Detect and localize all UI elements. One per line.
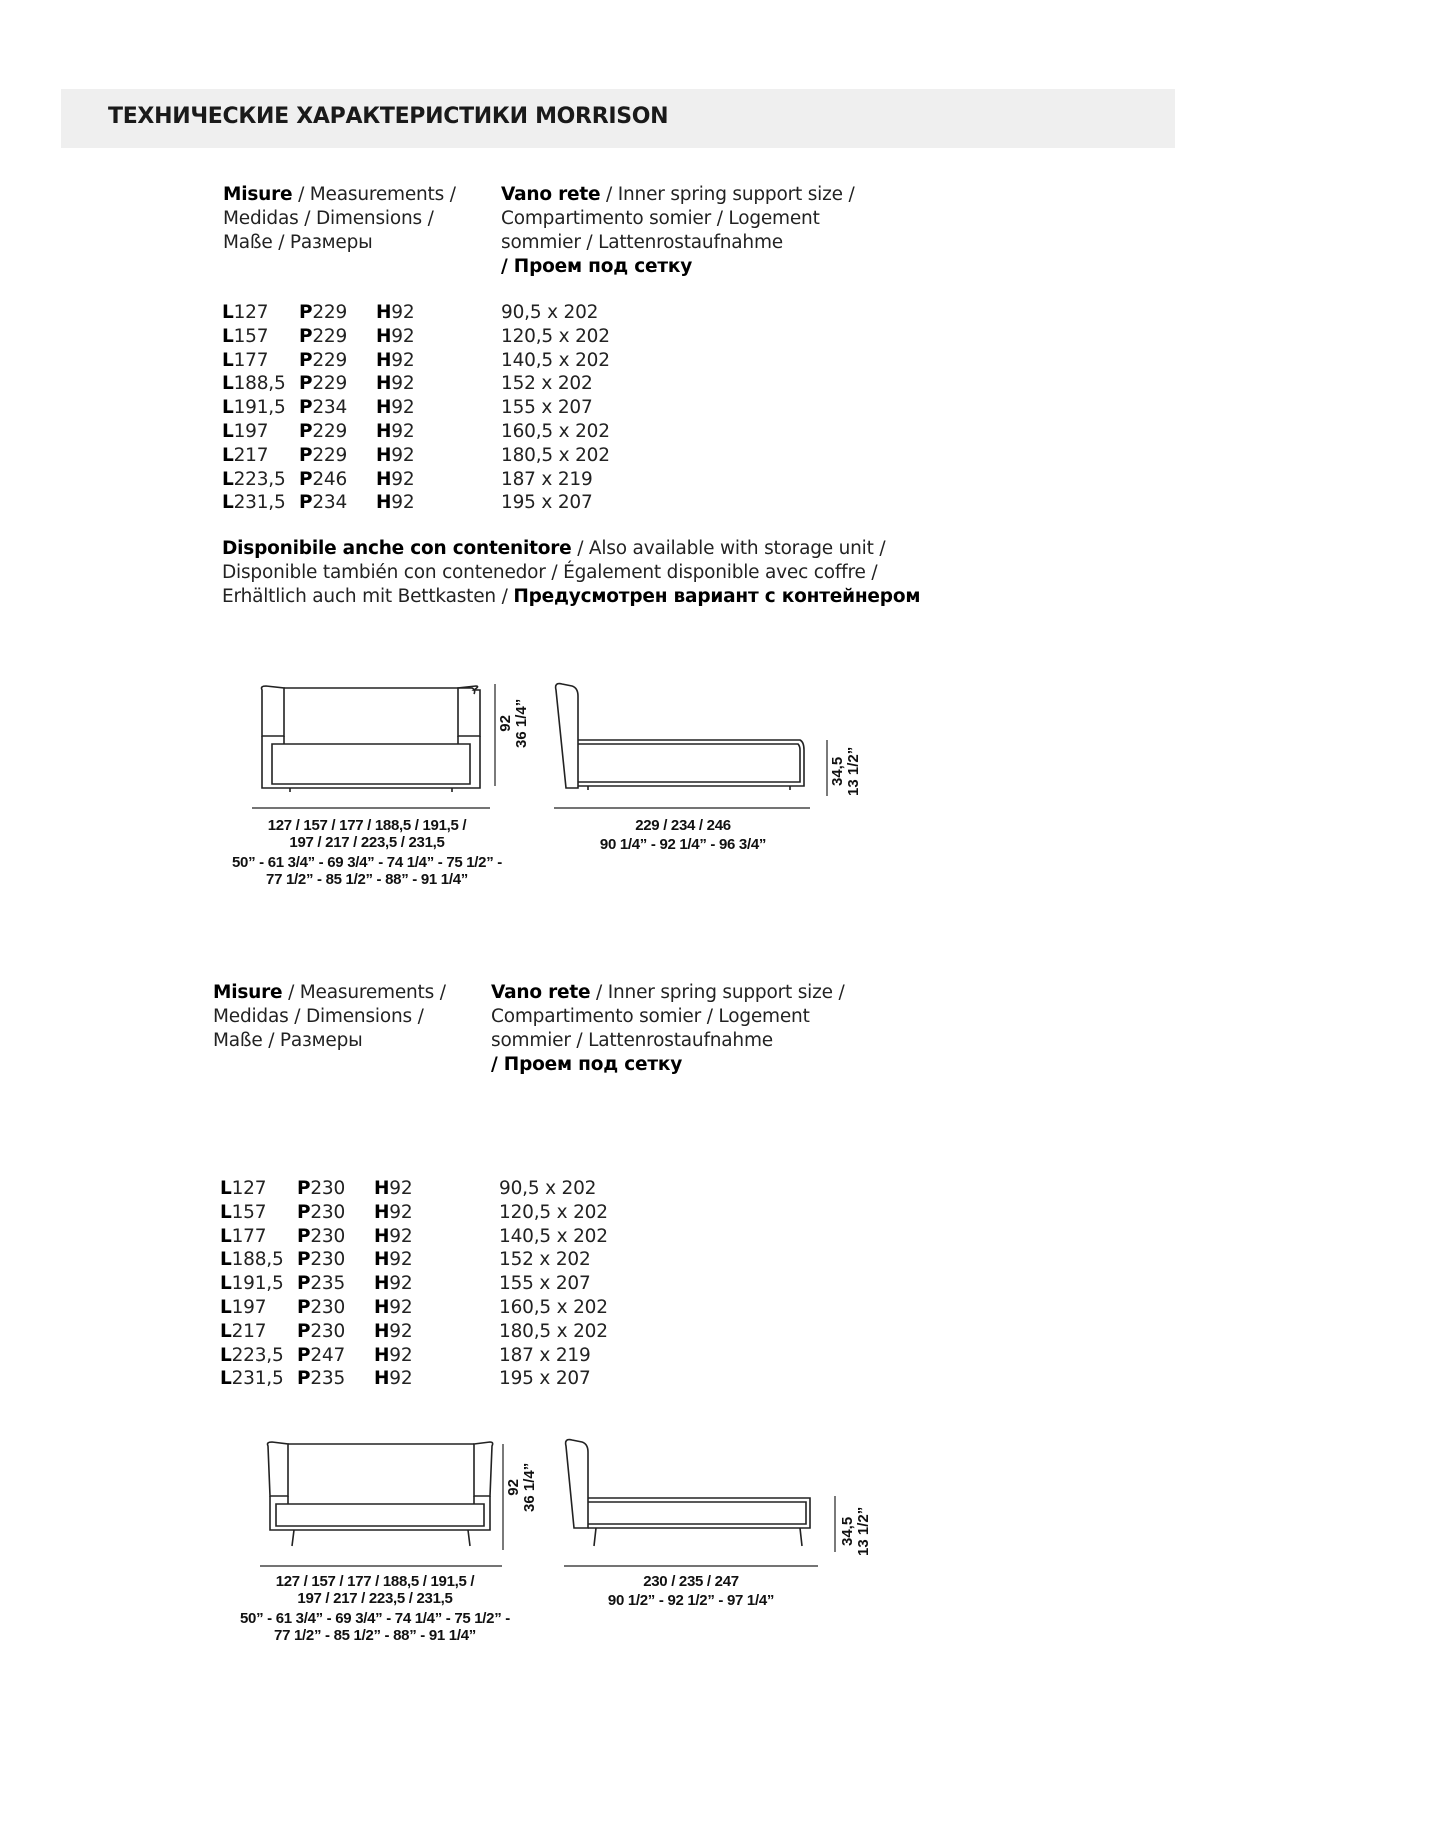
width-cell: L191,5 [222,397,286,419]
width-cell: L191,5 [220,1273,284,1295]
spring-size-cell: 187 x 219 [501,468,593,490]
table-row [220,1248,640,1272]
table-row [222,325,642,349]
width-cell: L188,5 [220,1249,284,1271]
spring-support-heading: Vano rete / Inner spring support size / Compartimento somier / Logement sommier / Lattenrostaufnahme / Проем под сетку [501,184,855,277]
side-height-label: 34,5 13 1/2” [829,746,862,796]
front-height-label: 92 36 1/4” [497,698,530,748]
depth-cell: P230 [297,1249,346,1271]
table-row [220,1320,640,1344]
spring-size-cell: 120,5 x 202 [499,1201,608,1223]
height-cell: H92 [374,1201,413,1223]
depth-cell: P230 [297,1296,346,1318]
spring-size-cell: 90,5 x 202 [501,302,599,323]
spring-size-cell: 187 x 219 [499,1344,591,1366]
width-cell: L127 [222,302,269,323]
spring-size-cell: 180,5 x 202 [501,444,610,466]
depth-cell: P235 [297,1273,346,1295]
bed-side-view-drawing [548,680,828,810]
side-height-label-2: 34,5 13 1/2” [839,1506,872,1556]
depth-cell: P230 [297,1178,346,1199]
front-width-label: 127 / 157 / 177 / 188,5 / 191,5 / 197 / 217 / 223,5 / 231,5 [267,817,467,851]
bed-front-view-drawing-2 [258,1436,518,1568]
height-cell: H92 [374,1225,413,1247]
table-row [220,1201,640,1225]
section-header [61,89,1175,148]
side-depth-inches-label: 90 1/4” - 92 1/4” - 96 3/4” [599,836,767,853]
storage-availability-note: Disponibile anche con contenitore / Also available with storage unit / Disponible también con contenedor / Également disponible avec coffre / Erhältlich auch mit Bettkasten / Предусмотрен вариант с контейнером [222,538,921,607]
spring-size-cell: 195 x 207 [499,1368,591,1390]
measures-heading-2: Misure / Measurements / Medidas / Dimensions / Maße / Размеры [213,982,446,1051]
height-cell: H92 [376,325,415,347]
depth-cell: P229 [299,302,348,323]
table-row [220,1225,640,1249]
front-width-label-2: 127 / 157 / 177 / 188,5 / 191,5 / 197 / 217 / 223,5 / 231,5 [275,1573,475,1607]
depth-cell: P235 [297,1368,346,1390]
depth-cell: P229 [299,444,348,466]
table-row [222,491,642,515]
side-depth-label-2: 230 / 235 / 247 [643,1573,739,1590]
table-row [222,301,642,325]
width-cell: L127 [220,1178,267,1199]
width-cell: L188,5 [222,373,286,395]
spring-size-cell: 195 x 207 [501,492,593,514]
height-cell: H92 [374,1178,413,1199]
bed-front-view-drawing [250,680,510,810]
table-row [220,1177,640,1201]
height-cell: H92 [374,1296,413,1318]
height-cell: H92 [376,444,415,466]
dimensions-table [222,301,642,515]
spring-size-cell: 90,5 x 202 [499,1178,597,1199]
dimensions-table-2 [220,1177,640,1391]
width-cell: L217 [222,444,269,466]
measures-heading: Misure / Measurements / Medidas / Dimensions / Maße / Размеры [223,184,456,253]
table-row [220,1367,640,1391]
spring-size-cell: 155 x 207 [499,1273,591,1295]
table-row [222,396,642,420]
width-cell: L231,5 [222,492,286,514]
width-cell: L223,5 [222,468,286,490]
spring-size-cell: 160,5 x 202 [501,420,610,442]
depth-cell: P229 [299,420,348,442]
spring-support-heading-2: Vano rete / Inner spring support size / Compartimento somier / Logement sommier / Lattenrostaufnahme / Проем под сетку [491,982,845,1075]
depth-cell: P246 [299,468,348,490]
spring-size-cell: 152 x 202 [501,373,593,395]
depth-cell: P229 [299,373,348,395]
width-cell: L157 [222,325,269,347]
depth-cell: P230 [297,1320,346,1342]
depth-cell: P229 [299,349,348,371]
width-cell: L177 [220,1225,267,1247]
table-row [222,349,642,373]
height-cell: H92 [376,397,415,419]
height-cell: H92 [376,373,415,395]
height-cell: H92 [376,420,415,442]
depth-cell: P229 [299,325,348,347]
height-cell: H92 [374,1368,413,1390]
spring-size-cell: 120,5 x 202 [501,325,610,347]
depth-cell: P230 [297,1225,346,1247]
spring-size-cell: 180,5 x 202 [499,1320,608,1342]
table-row [220,1344,640,1368]
table-row [222,444,642,468]
depth-cell: P234 [299,397,348,419]
width-cell: L217 [220,1320,267,1342]
side-depth-label: 229 / 234 / 246 [635,817,731,834]
width-cell: L231,5 [220,1368,284,1390]
bed-side-view-drawing-2 [556,1436,836,1568]
spring-size-cell: 160,5 x 202 [499,1296,608,1318]
height-cell: H92 [376,349,415,371]
page-title: ТЕХНИЧЕСКИЕ ХАРАКТЕРИСТИКИ MORRISON [108,104,669,129]
table-row [220,1272,640,1296]
table-row [222,372,642,396]
table-row [222,468,642,492]
height-cell: H92 [374,1273,413,1295]
height-cell: H92 [374,1320,413,1342]
height-cell: H92 [374,1344,413,1366]
spring-size-cell: 152 x 202 [499,1249,591,1271]
front-height-label-2: 92 36 1/4” [505,1462,538,1512]
width-cell: L223,5 [220,1344,284,1366]
spring-size-cell: 140,5 x 202 [501,349,610,371]
depth-cell: P230 [297,1201,346,1223]
depth-cell: P247 [297,1344,346,1366]
front-width-inches-label: 50” - 61 3/4” - 69 3/4” - 74 1/4” - 75 1/2” - 77 1/2” - 85 1/2” - 88” - 91 1/4” [232,854,502,888]
width-cell: L197 [222,420,269,442]
table-row [220,1296,640,1320]
height-cell: H92 [376,492,415,514]
spring-size-cell: 140,5 x 202 [499,1225,608,1247]
width-cell: L177 [222,349,269,371]
front-width-inches-label-2: 50” - 61 3/4” - 69 3/4” - 74 1/4” - 75 1/2” - 77 1/2” - 85 1/2” - 88” - 91 1/4” [240,1610,510,1644]
side-depth-inches-label-2: 90 1/2” - 92 1/2” - 97 1/4” [607,1592,775,1609]
width-cell: L157 [220,1201,267,1223]
table-row [222,420,642,444]
width-cell: L197 [220,1296,267,1318]
depth-cell: P234 [299,492,348,514]
height-cell: H92 [374,1249,413,1271]
spring-size-cell: 155 x 207 [501,397,593,419]
height-cell: H92 [376,468,415,490]
height-cell: H92 [376,302,415,323]
